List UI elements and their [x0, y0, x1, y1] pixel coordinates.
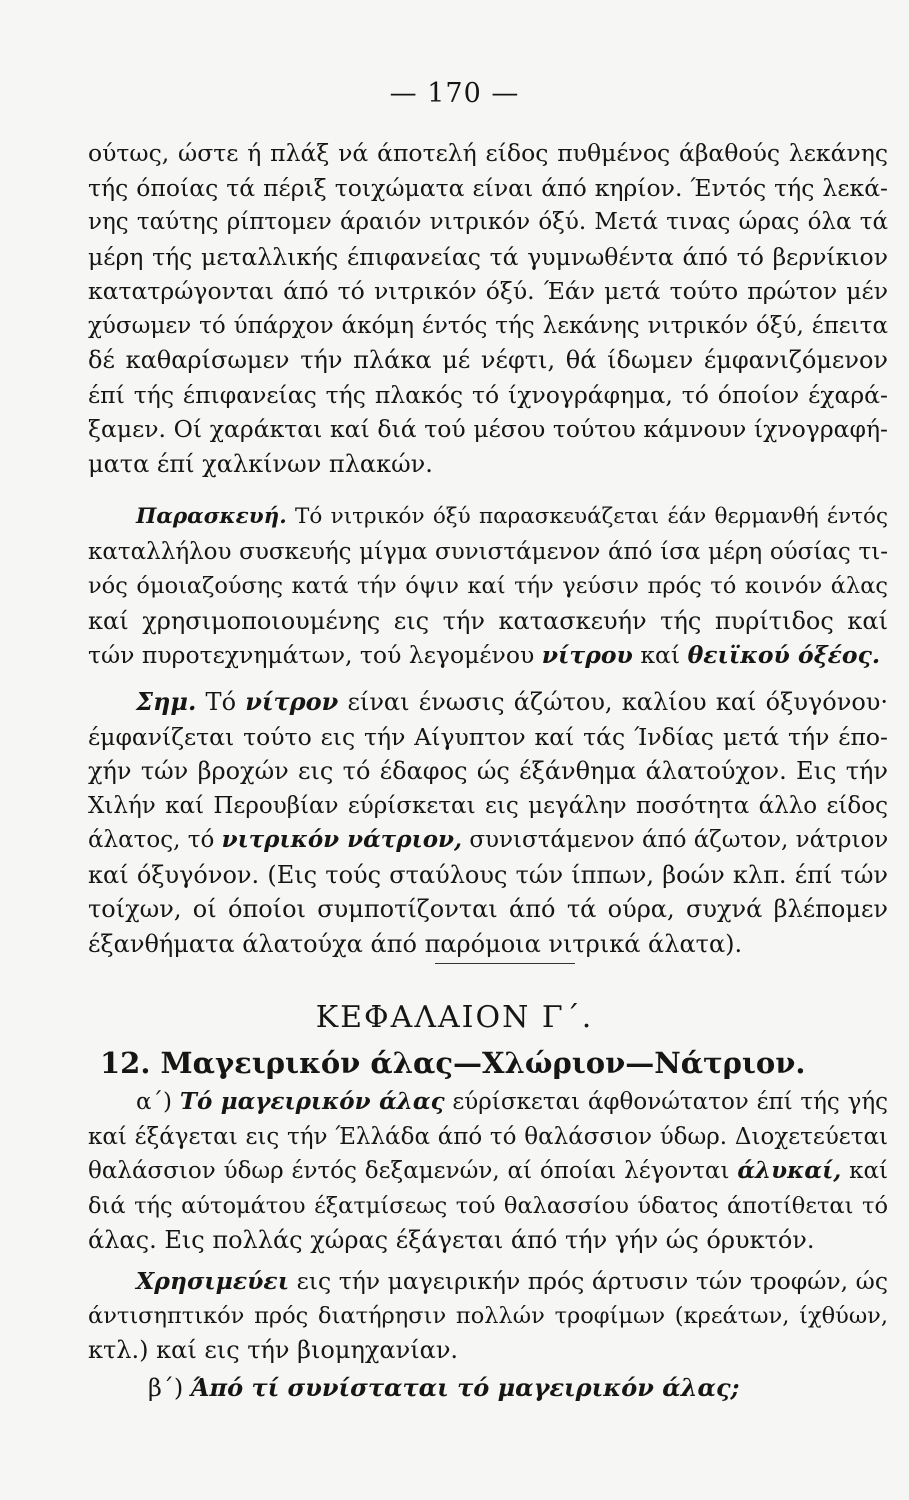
page-number: — 170 — [389, 78, 520, 109]
term-sodium-nitrate: νιτρικόν νάτριον, [221, 826, 463, 853]
section-divider [435, 963, 575, 964]
term-salt-pans: άλυκαί, [737, 1157, 842, 1184]
text-run: Τό νιτρικόν όξύ παρασκευάζεται έάν θερμανθή έντός [286, 504, 888, 529]
text-line: καί όξυγόνον. (Εις τούς σταύλους τών ίππων, βοών κλπ. έπί τών [88, 860, 888, 889]
term-uses: Χρησιμεύει [136, 1267, 290, 1295]
text-line: έξανθήματα άλατούχα άπό παρόμοια νιτρικά άλατα). [88, 929, 743, 958]
text-line: καταλλήλου συσκευής μίγμα συνιστάμενον άπό ίσα μέρη ούσίας τι- [88, 538, 888, 565]
question-text: Άπό τί συνίσταται τό μαγειρικόν άλας; [190, 1373, 740, 1402]
text-line: κτλ.) καί εις τήν βιομηχανίαν. [88, 1336, 459, 1364]
paragraph-preparation [88, 500, 888, 673]
note-label: Σημ. [136, 687, 197, 716]
text-line: έπί τής έπιφανείας τής πλακός τό ίχνογράφημα, τό όποίον έχαρά- [88, 380, 888, 409]
text-run: είναι ένωσις άζώτου, καλίου καί όξυγόνου· [338, 688, 888, 716]
paragraph-table-salt [88, 1085, 888, 1258]
text-line [88, 823, 888, 858]
text-line: ούτως, ώστε ή πλάξ νά άποτελή είδος πυθμένος άβαθούς λεκάνης [88, 139, 888, 167]
text-line [88, 1154, 888, 1189]
paragraph-etching [88, 136, 888, 481]
text-line: καί έξάγεται εις τήν Έλλάδα άπό τό θαλάσσιον ύδωρ. Διοχετεύεται [88, 1123, 888, 1150]
text-line: ματα έπί χαλκίνων πλακών. [88, 449, 433, 478]
text-line: δέ καθαρίσωμεν τήν πλάκα μέ νέφτι, θά ίδωμεν έμφανιζόμενον [88, 346, 888, 374]
paragraph-uses [88, 1264, 888, 1368]
text-run: τών πυροτεχνημάτων, τού λεγομένου [88, 641, 542, 669]
text-line: καί χρησιμοποιουμένης εις τήν κατασκευήν τής πυρίτιδος καί [88, 606, 888, 635]
question-line [148, 1373, 739, 1402]
chapter-title: ΚΕΦΑΛΑΙΟΝ Γ΄. [315, 1000, 594, 1035]
item-marker: α΄) [136, 1089, 173, 1115]
preparation-label: Παρασκευή. [136, 504, 287, 529]
text-line: άντισηπτικόν πρός διατήρησιν πολλών τροφίμων (κρεάτων, ίχθύων, [88, 1302, 888, 1329]
text-line: χύσωμεν τό ύπάρχον άκόμη έντός τής λεκάνης νιτρικόν όξύ, έπειτα [88, 312, 888, 339]
text-line: ξαμεν. Οί χαράκται καί διά τού μέσου τούτου κάμνουν ίχνογραφή- [88, 415, 888, 443]
text-run: Τό [196, 688, 246, 716]
text-run: συνιστάμενον άπό άζωτον, νάτριον [462, 827, 889, 853]
text-run: άλατος, τό [88, 827, 222, 853]
text-line: κατατρώγονται άπό τό νιτρικόν όξύ. Έάν μετά τούτο πρώτον μέν [88, 277, 888, 305]
text-line: τοίχων, οί όποίοι συμποτίζονται άπό τά ούρα, συχνά βλέπομεν [88, 895, 888, 923]
text-line [88, 500, 888, 535]
item-marker: β΄) [148, 1374, 184, 1402]
text-run: εύρίσκεται άφθονώτατον έπί τής γής [444, 1089, 889, 1115]
text-line: τής όποίας τά πέριξ τοιχώματα είναι άπό κηρίον. Έντός τής λεκά- [88, 173, 888, 202]
text-run: καί [632, 641, 688, 669]
text-line [88, 1264, 888, 1299]
term-sulfuric-acid: θειϊκού όξέος. [687, 641, 881, 669]
paragraph-note [88, 685, 888, 961]
text-line [88, 638, 888, 673]
term-nitre: νίτρου [541, 641, 633, 669]
text-line [88, 1085, 888, 1120]
text-line: μέρη τής μεταλλικής έπιφανείας τά γυμνωθέντα άπό τό βερνίκιον [88, 242, 888, 271]
text-line: χήν τών βροχών εις τό έδαφος ώς έξάνθημα άλατούχον. Εις τήν [88, 757, 888, 785]
text-line: νης ταύτης ρίπτομεν άραιόν νιτρικόν όξύ. Μετά τινας ώρας όλα τά [88, 209, 888, 235]
text-line: έμφανίζεται τούτο εις τήν Αίγυπτον καί τάς Ίνδίας μετά τήν έπο- [88, 722, 888, 751]
text-line: νός όμοιαζούσης κατά τήν όψιν καί τήν γεύσιν πρός τό κοινόν άλας [88, 573, 888, 599]
text-line: άλας. Εις πολλάς χώρας έξάγεται άπό τήν γήν ώς όρυκτόν. [88, 1226, 815, 1254]
text-line [88, 685, 888, 720]
term-nitron: νίτρον [245, 687, 339, 716]
text-line: Χιλήν καί Περουβίαν εύρίσκεται εις μεγάλην ποσότητα άλλο είδος [88, 792, 888, 819]
term-table-salt: Τό μαγειρικόν άλας [179, 1088, 445, 1115]
text-line: διά τής αύτομάτου έξατμίσεως τού θαλασσίου ύδατος άποτίθεται τό [88, 1192, 888, 1219]
text-run: εις τήν μαγειρικήν πρός άρτυσιν τών τροφών, ώς [289, 1267, 888, 1295]
text-run: θαλάσσιον ύδωρ έντός δεξαμενών, αί όποίαι λέγονται [88, 1158, 738, 1184]
text-run: καί [841, 1158, 888, 1184]
section-heading: 12. Μαγειρικόν άλας—Χλώριον—Νάτριον. [100, 1046, 806, 1080]
